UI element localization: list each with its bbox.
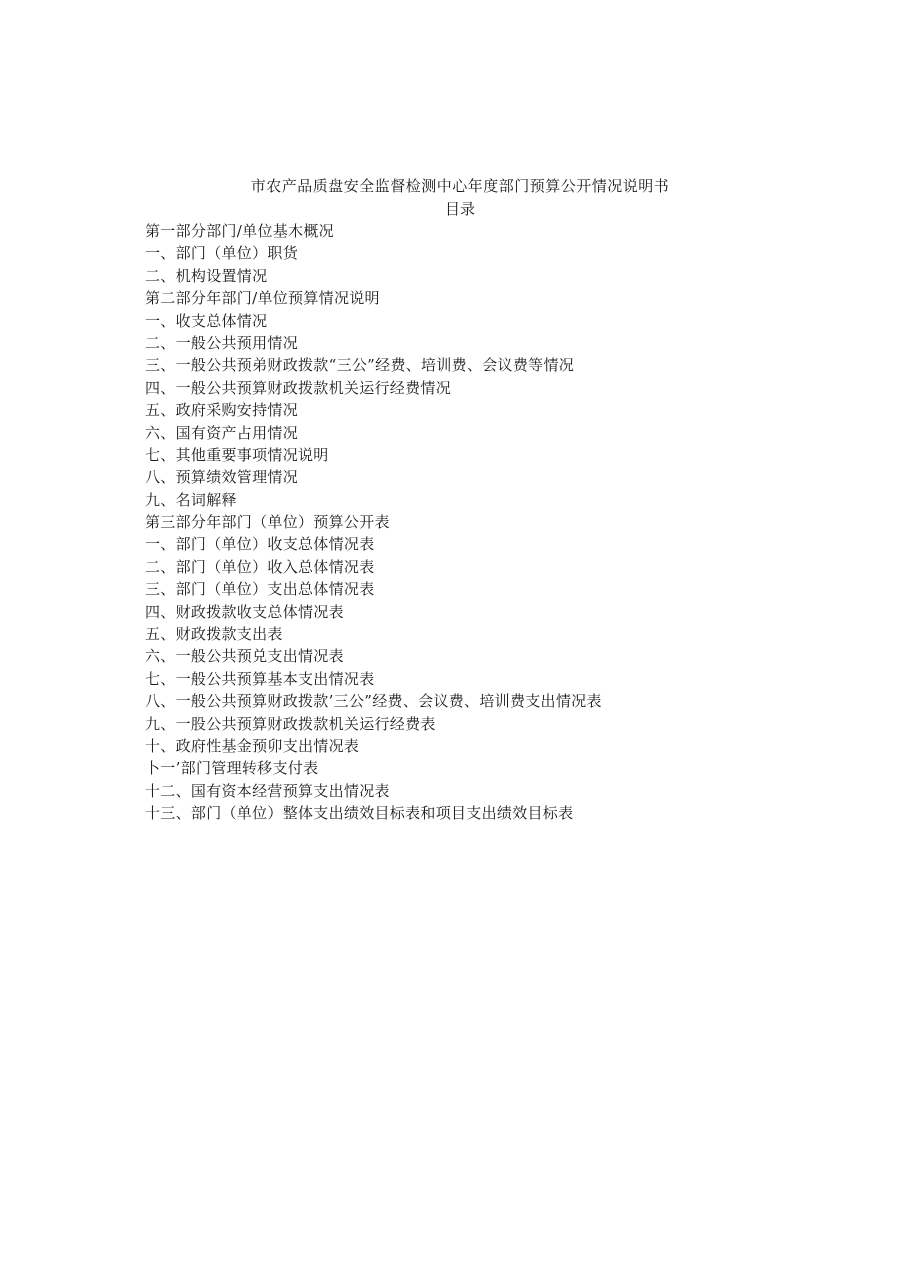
toc-item: 六、一般公共预兑支出情况表 — [145, 647, 344, 666]
toc-item: 十二、国有资本经营预算支出情况表 — [145, 781, 390, 800]
toc-item: 七、一般公共预算基本支出情况表 — [145, 669, 375, 688]
toc-item: 六、国有资产占用情况 — [145, 423, 299, 442]
toc-item: 二、机构设置情况 — [145, 266, 268, 285]
toc-item: 七、其他重要事项情况说明 — [145, 445, 329, 464]
toc-item: 九、一股公共预算财政拨款机关运行经费表 — [145, 714, 436, 733]
toc-heading: 目录 — [444, 200, 475, 218]
toc-item: 一、收支总体情况 — [145, 311, 268, 330]
toc-item: 四、财政拨款收支总体情况表 — [145, 602, 344, 621]
toc-item: 第一部分部门/单位基木概况 — [145, 222, 334, 240]
toc-item: 五、财政拨款支出表 — [145, 625, 283, 644]
toc-item: 五、政府采购安持情况 — [145, 401, 299, 420]
toc-item: 二、一般公共预用情况 — [145, 333, 299, 352]
toc-item: 二、部门（单位）收入总体情况表 — [145, 557, 375, 576]
toc-item: 一、部门（单位）收支总体情况表 — [145, 535, 375, 554]
toc-item: 八、一般公共预算财政拨款’三公”经费、会议费、培训费支出情况表 — [145, 692, 602, 711]
toc-item: 第二部分年部门/单位预算情况说明 — [145, 289, 380, 308]
toc-item: 十、政府性基金预卯支出情况表 — [145, 736, 360, 755]
toc-item: 十三、部门（单位）整体支出绩效目标表和项目支出绩效目标表 — [145, 804, 574, 823]
toc-item: 卜一’部门管理转移支付表 — [145, 759, 319, 778]
toc-item: 九、名词解释 — [145, 490, 237, 509]
toc-list — [145, 220, 602, 825]
toc-item: 四、一般公共预算财政拨款机关运行经费情况 — [145, 378, 452, 397]
toc-item: 三、一般公共预弟财政拨款“三公”经费、培训费、会议费等情况 — [145, 356, 575, 375]
toc-item: 一、部门（单位）职货 — [145, 244, 299, 263]
toc-item: 八、预算绩效管理情况 — [145, 468, 299, 487]
document-title: 市农产品质盘安全监督检测中心年度部门预算公开情况说明书 — [250, 177, 670, 195]
toc-item: 第三部分年部门（单位）预算公开表 — [145, 513, 390, 532]
toc-item: 三、部门（单位）支出总体情况表 — [145, 580, 375, 599]
